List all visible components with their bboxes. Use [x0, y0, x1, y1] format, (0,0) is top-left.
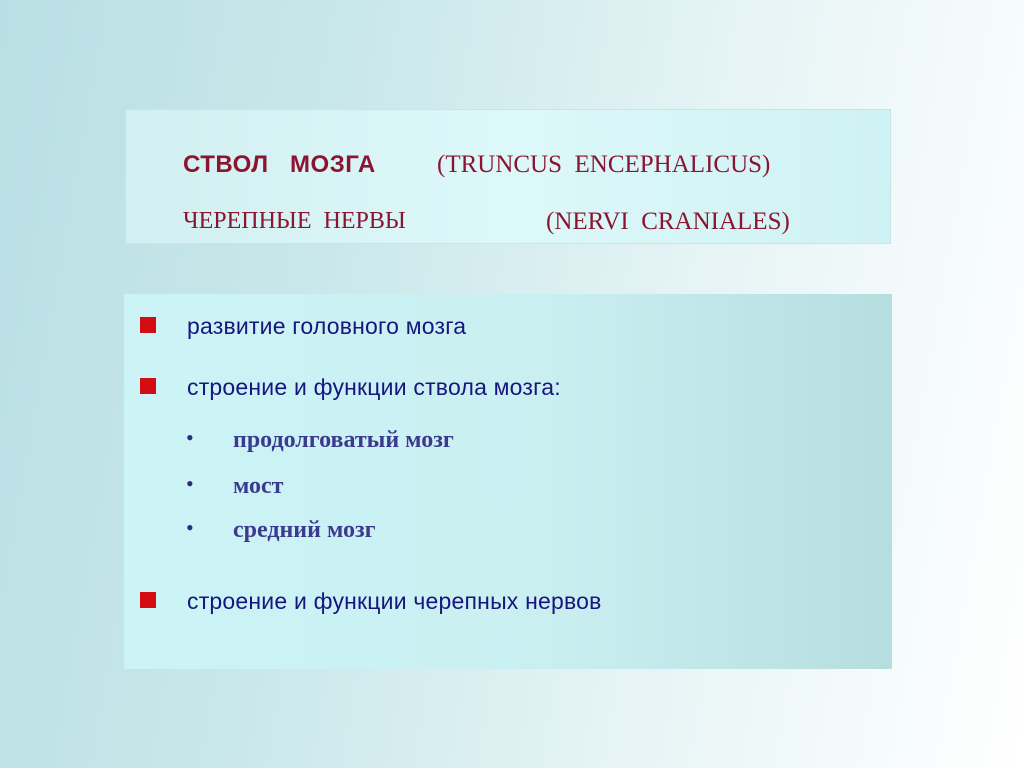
red-square-bullet-icon	[140, 317, 156, 333]
bullet-dot-icon: •	[186, 515, 194, 540]
title-line-1	[126, 151, 890, 191]
content-box	[124, 294, 892, 669]
bullet-dot-icon: •	[186, 425, 194, 450]
title-latin-truncus: (TRUNCUS ENCEPHALICUS)	[437, 151, 771, 178]
title-box	[125, 109, 891, 244]
list-item-label: строение и функции ствола мозга:	[187, 374, 561, 400]
title-line-2	[126, 208, 890, 248]
sub-item-label: продолговатый мозг	[233, 427, 454, 453]
list-item-development	[124, 313, 892, 353]
sub-item-medulla	[124, 425, 892, 461]
sub-item-label: мост	[233, 473, 284, 499]
title-ru-cranial-nerves: ЧЕРЕПНЫЕ НЕРВЫ	[183, 208, 406, 234]
red-square-bullet-icon	[140, 378, 156, 394]
sub-item-midbrain	[124, 515, 892, 551]
sub-item-label: средний мозг	[233, 517, 376, 543]
sub-item-pons	[124, 471, 892, 507]
list-item-label: строение и функции черепных нервов	[187, 588, 602, 614]
list-item-cranial-nerves	[124, 588, 892, 628]
bullet-dot-icon: •	[186, 471, 194, 496]
list-item-brainstem	[124, 374, 892, 414]
red-square-bullet-icon	[140, 592, 156, 608]
title-latin-nervi: (NERVI CRANIALES)	[546, 208, 790, 235]
list-item-label: развитие головного мозга	[187, 313, 467, 339]
title-ru-brainstem: СТВОЛ МОЗГА	[183, 151, 376, 178]
